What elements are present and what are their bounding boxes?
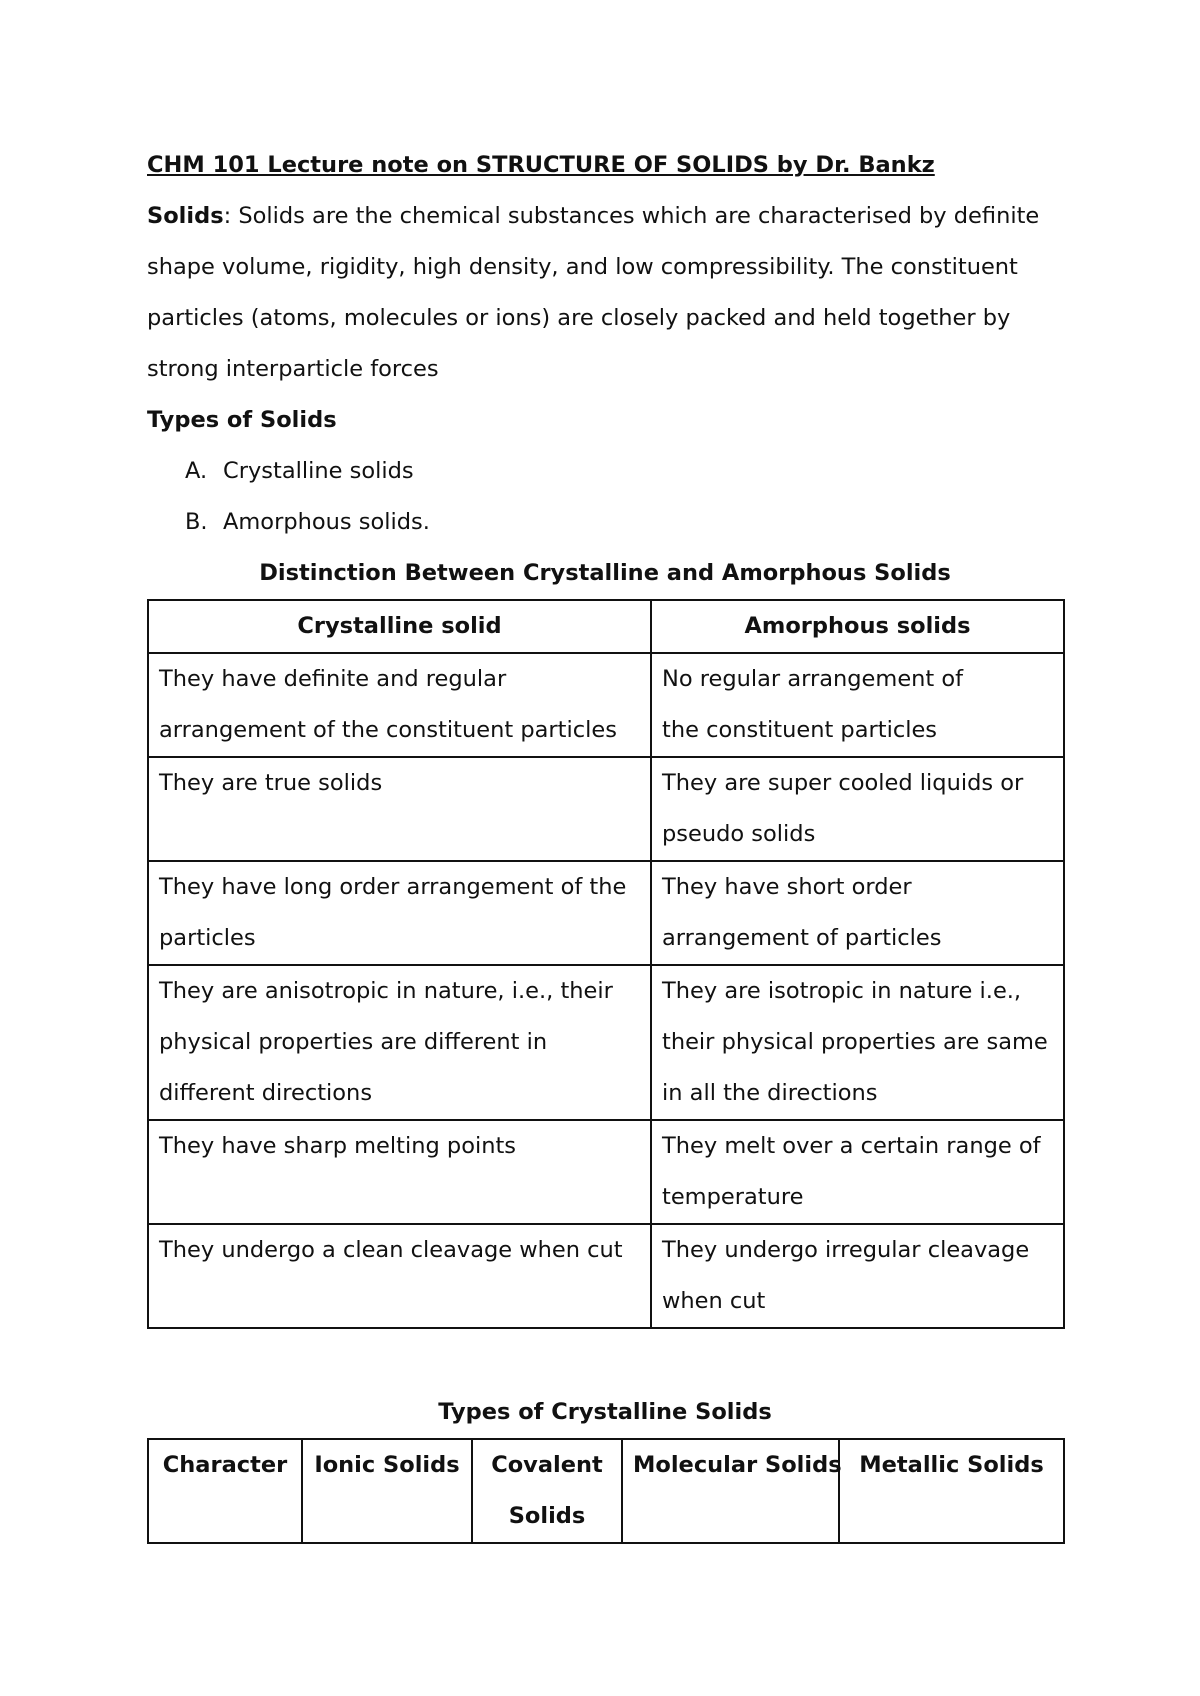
- list-item: [185, 446, 1063, 497]
- section-spacer: [147, 1329, 1063, 1387]
- list-item-letter: B.: [185, 509, 208, 535]
- table-header-molecular: Molecular Solids: [622, 1439, 839, 1543]
- table-row: [148, 861, 1064, 965]
- table-cell-amorphous: They are super cooled liquids or pseudo solids: [651, 757, 1064, 861]
- table-row: [148, 965, 1064, 1120]
- table-cell-amorphous: They undergo irregular cleavage when cut: [651, 1224, 1064, 1328]
- table-cell-amorphous: No regular arrangement of the constituent particles: [651, 653, 1064, 757]
- table-cell-amorphous: They are isotropic in nature i.e., their physical properties are same in all the directions: [651, 965, 1064, 1120]
- definition-line: particles (atoms, molecules or ions) are closely packed and held together by: [147, 305, 1011, 331]
- document-page: [147, 140, 1063, 1544]
- table-cell-crystalline: They undergo a clean cleavage when cut: [148, 1224, 651, 1328]
- table-header-metallic: Metallic Solids: [839, 1439, 1064, 1543]
- table-cell-amorphous: They melt over a certain range of temperature: [651, 1120, 1064, 1224]
- definition-line: shape volume, rigidity, high density, and low compressibility. The constituent: [147, 254, 1018, 280]
- table-header-ionic: Ionic Solids: [302, 1439, 472, 1543]
- definition-separator: :: [223, 203, 239, 229]
- table-cell-crystalline: They are true solids: [148, 757, 651, 861]
- table-row: [148, 1120, 1064, 1224]
- table-cell-amorphous: They have short order arrangement of particles: [651, 861, 1064, 965]
- table-cell-crystalline: They are anisotropic in nature, i.e., their physical properties are different in different directions: [148, 965, 651, 1120]
- types-heading: Types of Solids: [147, 407, 337, 433]
- list-item: [185, 497, 1063, 548]
- table-cell-crystalline: They have definite and regular arrangement of the constituent particles: [148, 653, 651, 757]
- table-header-character: Character: [148, 1439, 302, 1543]
- table-row: [148, 757, 1064, 861]
- comparison-table: [147, 599, 1065, 1329]
- table-row: [148, 653, 1064, 757]
- table-cell-crystalline: They have long order arrangement of the particles: [148, 861, 651, 965]
- definition-term: Solids: [147, 203, 224, 229]
- table-header-amorphous: Amorphous solids: [651, 600, 1064, 653]
- table-header-crystalline: Crystalline solid: [148, 600, 651, 653]
- list-item-text: Crystalline solids: [223, 458, 414, 484]
- list-item-text: Amorphous solids.: [223, 509, 430, 535]
- document-title: CHM 101 Lecture note on STRUCTURE OF SOLIDS by Dr. Bankz: [147, 152, 935, 178]
- definition-line: Solids are the chemical substances which are characterised by definite: [238, 203, 1040, 229]
- types-list: [147, 446, 1063, 548]
- distinction-heading: Distinction Between Crystalline and Amorphous Solids: [259, 560, 951, 586]
- table-header-covalent: Covalent Solids: [472, 1439, 622, 1543]
- crystalline-types-heading: Types of Crystalline Solids: [438, 1399, 772, 1425]
- definition-paragraph: [147, 191, 1063, 395]
- definition-line: strong interparticle forces: [147, 356, 439, 382]
- list-item-letter: A.: [185, 458, 208, 484]
- table-cell-crystalline: They have sharp melting points: [148, 1120, 651, 1224]
- table-row: [148, 1224, 1064, 1328]
- crystalline-types-table: [147, 1438, 1065, 1544]
